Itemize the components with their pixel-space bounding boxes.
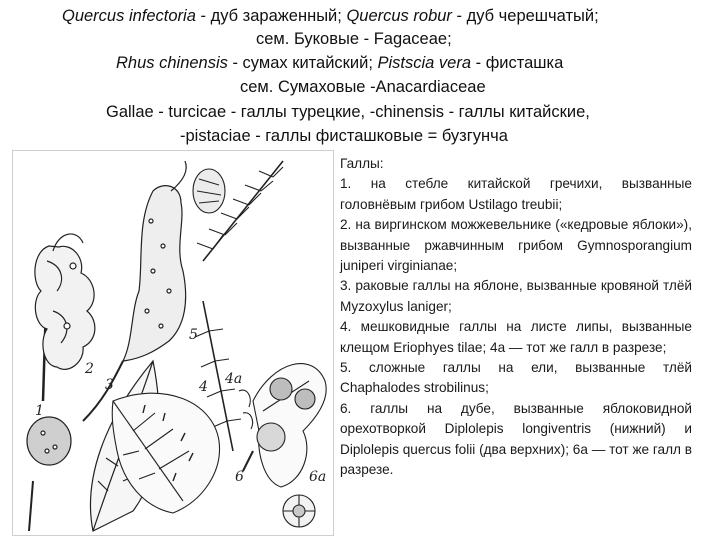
figure-label-4a: 4а — [225, 371, 243, 387]
figure-label-1: 1 — [35, 403, 44, 419]
header-line-4: сем. Сумаховые -Anacardiaceae — [240, 78, 486, 96]
header-line-5: Gallae - turcicae - галлы турецкие, -chinensis - галлы китайские, — [106, 103, 590, 121]
header-line-6: -pistaciae - галлы фисташковые = бузгунча — [180, 127, 508, 145]
species-quercus-robur: Quercus robur — [346, 7, 452, 25]
caption-title: Галлы: — [340, 156, 384, 171]
figure-label-6a: 6а — [309, 469, 327, 485]
gall-section-6a — [283, 495, 315, 527]
gall-section-4a — [239, 390, 253, 429]
caption-item-1: 1. на стебле китайской гречихи, вызванные головнёвым грибом Ustilago treubii; — [340, 176, 692, 212]
species-quercus-infectoria: Quercus infectoria — [62, 7, 196, 25]
galls-illustration — [12, 150, 334, 536]
figure-label-4: 4 — [199, 379, 208, 395]
header-line-2: сем. Буковые - Fagaceae; — [256, 30, 452, 48]
figure-caption — [340, 154, 692, 481]
caption-item-6: 6. галлы на дубе, вызванные яблоковидной орехотворкой Diplolepis longiventris (нижний) и Diplolepis quercus folii (два верхних); 6а — тот же галл в разрезе. — [340, 400, 692, 478]
caption-item-5: 5. сложные галлы на ели, вызванные тлёй Chaphalodes strobilinus; — [340, 360, 692, 396]
species-rhus-chinensis: Rhus chinensis — [116, 54, 228, 72]
caption-item-4: 4. мешковидные галлы на листе липы, вызванные клещом Eriophyes tilae; 4а — тот же галл в разрезе; — [340, 319, 692, 355]
gall-on-juniper — [83, 161, 186, 421]
figure-label-6: 6 — [235, 469, 244, 485]
galls-drawing — [13, 151, 333, 535]
caption-item-3: 3. раковые галлы на яблоне, вызванные кровяной тлёй Myzoxylus laniger; — [340, 278, 692, 314]
figure-label-2: 2 — [85, 361, 94, 377]
caption-item-2: 2. на виргинском можжевельнике («кедровые яблоки»), вызванные ржавчинным грибом Gymnosporangium juniperi virginianae; — [340, 217, 692, 274]
figure-label-3: 3 — [105, 377, 114, 393]
species-pistacia-vera: Pistscia vera — [377, 54, 472, 72]
header-line-1: Quercus infectoria - дуб зараженный; Quercus robur - дуб черешчатый; — [62, 7, 599, 25]
figure-label-5: 5 — [189, 327, 198, 343]
header-line-3: Rhus chinensis - сумах китайский; Pistscia vera - фисташка — [116, 54, 564, 72]
